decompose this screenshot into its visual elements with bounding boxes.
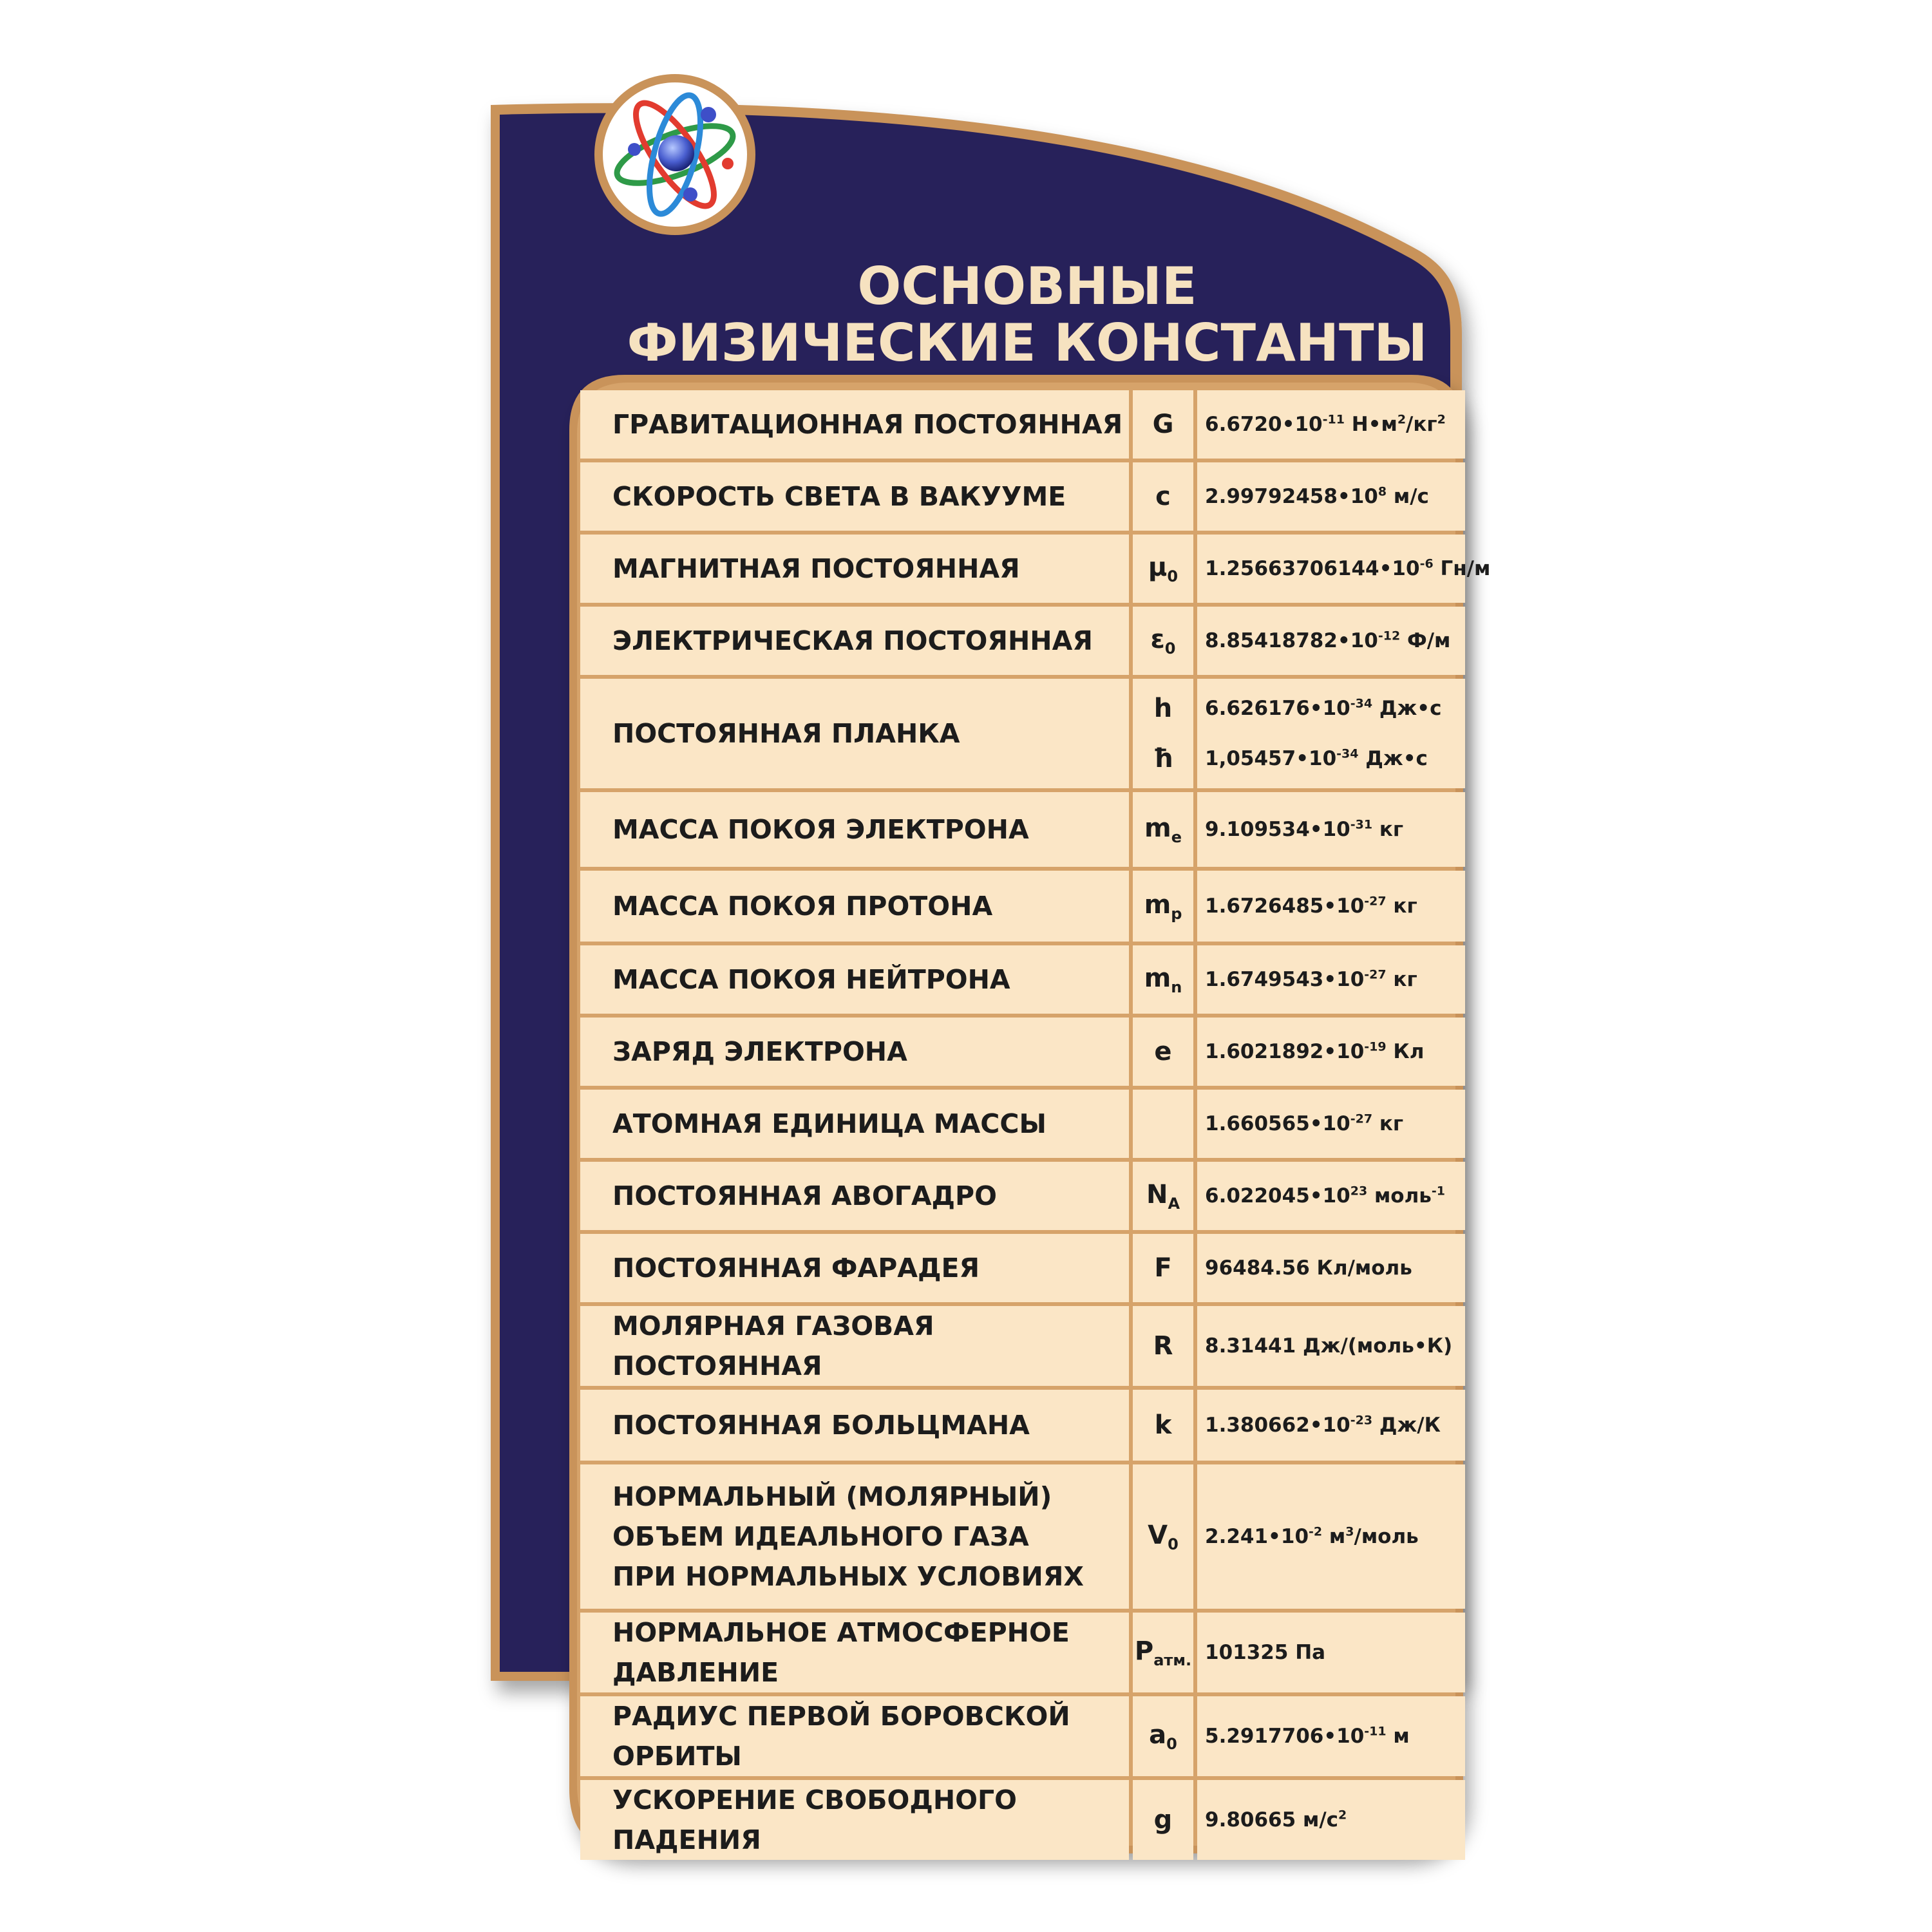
constant-symbol — [1133, 607, 1193, 675]
constant-row — [580, 792, 1465, 867]
constant-row — [580, 1464, 1465, 1609]
constant-value — [1197, 607, 1465, 675]
constant-symbol — [1133, 1306, 1193, 1386]
constant-symbol — [1133, 1613, 1193, 1692]
symbol-text: a — [1149, 1719, 1167, 1750]
value-text: 1.25663706144•10 — [1205, 557, 1420, 580]
symbol-line: ħ — [1153, 744, 1173, 773]
constant-symbol — [1133, 945, 1193, 1014]
value-line — [1205, 1112, 1464, 1135]
value-line — [1205, 1040, 1464, 1063]
constant-name — [580, 1234, 1129, 1302]
constant-name — [580, 945, 1129, 1014]
constant-value — [1197, 1613, 1465, 1692]
constant-symbol — [1133, 390, 1193, 459]
constant-value — [1197, 1780, 1465, 1860]
symbol-line: h — [1153, 694, 1173, 723]
constant-value — [1197, 535, 1491, 603]
constant-name-line: ЗАРЯД ЭЛЕКТРОНА — [612, 1036, 907, 1067]
constant-name-line: НОРМАЛЬНЫЙ (МОЛЯРНЫЙ) — [612, 1481, 1052, 1512]
constant-name — [580, 679, 1129, 788]
value-line — [1205, 683, 1464, 734]
value-text: 1,05457•10 — [1205, 747, 1337, 770]
value-line — [1205, 1725, 1464, 1748]
constant-name — [580, 1306, 1129, 1386]
value-text: моль — [1367, 1184, 1432, 1208]
value-text: 2.241•10 — [1205, 1525, 1309, 1548]
constant-symbol — [1133, 871, 1193, 942]
symbol-text: g — [1153, 1805, 1173, 1835]
constant-value — [1197, 1090, 1465, 1158]
constant-name-line: МАССА ПОКОЯ НЕЙТРОНА — [612, 964, 1010, 995]
symbol-text: m — [1144, 813, 1171, 843]
value-exponent: -27 — [1350, 1112, 1373, 1126]
constant-symbol — [1133, 1780, 1193, 1860]
symbol-text: k — [1154, 1410, 1172, 1440]
constant-name-line: МАССА ПОКОЯ ЭЛЕКТРОНА — [612, 814, 1029, 845]
value-text: м — [1386, 1725, 1410, 1748]
value-text: Дж/К — [1372, 1414, 1441, 1437]
symbol-subscript: e — [1171, 828, 1182, 846]
constant-row — [580, 945, 1465, 1014]
value-exponent: -34 — [1336, 746, 1359, 761]
constant-name-line: ДАВЛЕНИЕ — [612, 1657, 779, 1688]
value-text: Кл — [1386, 1040, 1425, 1063]
value-line — [1205, 1808, 1464, 1832]
constant-name — [580, 1613, 1129, 1692]
constant-value — [1197, 462, 1465, 531]
value-text: 1.6021892•10 — [1205, 1040, 1365, 1063]
constant-name — [580, 1090, 1129, 1158]
symbol-text: N — [1146, 1179, 1168, 1209]
symbol-subscript: 0 — [1167, 567, 1179, 585]
constant-name-line: МАССА ПОКОЯ ПРОТОНА — [612, 891, 993, 922]
constant-value — [1197, 871, 1465, 942]
constant-symbol — [1133, 1696, 1193, 1776]
constant-symbol — [1133, 1162, 1193, 1230]
symbol-subscript: A — [1168, 1194, 1180, 1213]
value-text: 6.6720•10 — [1205, 413, 1323, 436]
symbol-subscript: n — [1171, 978, 1182, 996]
constant-name — [580, 1162, 1129, 1230]
constant-row — [580, 1613, 1465, 1692]
constant-row — [580, 535, 1465, 603]
constant-value — [1197, 1234, 1465, 1302]
value-exponent: -11 — [1322, 412, 1345, 427]
constant-row — [580, 1390, 1465, 1461]
constant-symbol — [1133, 792, 1193, 867]
constant-symbol — [1133, 1018, 1193, 1086]
constant-name-line: ОРБИТЫ — [612, 1741, 742, 1772]
constant-row — [580, 607, 1465, 675]
constant-row — [580, 1306, 1465, 1386]
value-exponent: -19 — [1364, 1039, 1387, 1054]
constant-value — [1197, 1696, 1465, 1776]
value-exponent: -6 — [1419, 556, 1434, 571]
value-text: 96484.56 Кл/моль — [1205, 1256, 1412, 1280]
value-exponent: 3 — [1345, 1524, 1354, 1539]
constant-name-line: ЭЛЕКТРИЧЕСКАЯ ПОСТОЯННАЯ — [612, 625, 1093, 656]
constant-value — [1197, 679, 1465, 788]
constant-symbol — [1133, 535, 1193, 603]
constant-name — [580, 1696, 1129, 1776]
value-exponent: -31 — [1350, 817, 1373, 832]
logo — [594, 74, 755, 235]
value-text: кг — [1386, 895, 1417, 918]
constants-table — [576, 386, 1491, 1864]
value-exponent: -23 — [1350, 1413, 1373, 1428]
value-line — [1205, 1414, 1464, 1437]
value-text: Н•м — [1344, 413, 1397, 436]
constant-name-line: НОРМАЛЬНОЕ АТМОСФЕРНОЕ — [612, 1617, 1070, 1648]
constant-symbol — [1133, 462, 1193, 531]
value-text: 1.660565•10 — [1205, 1112, 1350, 1135]
symbol-text: R — [1153, 1331, 1173, 1361]
value-exponent: 2 — [1437, 412, 1446, 427]
value-text: 2.99792458•10 — [1205, 485, 1378, 508]
constant-symbol — [1133, 679, 1193, 788]
value-exponent: 2 — [1397, 412, 1406, 427]
value-line — [1205, 818, 1464, 841]
value-text: 6.022045•10 — [1205, 1184, 1350, 1208]
symbol-text: G — [1152, 410, 1174, 439]
value-text: кг — [1372, 1112, 1404, 1135]
value-text: Дж•с — [1358, 747, 1428, 770]
constant-name — [580, 462, 1129, 531]
value-line — [1205, 1641, 1464, 1664]
constant-name — [580, 1464, 1129, 1609]
value-exponent: 23 — [1350, 1184, 1368, 1198]
symbol-text: P — [1134, 1636, 1154, 1666]
constant-row — [580, 1780, 1465, 1860]
constant-row — [580, 1090, 1465, 1158]
value-text: Дж•с — [1372, 697, 1442, 720]
constant-name-line: ПОСТОЯННАЯ ПЛАНКА — [612, 718, 960, 749]
constant-row — [580, 1234, 1465, 1302]
value-text: м/с — [1387, 485, 1429, 508]
title-line-2: ФИЗИЧЕСКИЕ КОНСТАНТЫ — [627, 313, 1428, 373]
symbol-text: m — [1144, 889, 1171, 920]
value-line — [1205, 413, 1464, 436]
value-exponent: -11 — [1364, 1724, 1387, 1739]
symbol-text: V — [1148, 1520, 1168, 1550]
constant-name — [580, 1390, 1129, 1461]
constant-row — [580, 462, 1465, 531]
constant-row — [580, 871, 1465, 942]
value-text: 8.85418782•10 — [1205, 629, 1378, 652]
value-text: 1.6749543•10 — [1205, 968, 1365, 991]
value-text: 9.80665 м/с — [1205, 1808, 1339, 1832]
constant-row — [580, 1018, 1465, 1086]
value-text: /кг — [1406, 413, 1437, 436]
constant-name-line: АТОМНАЯ ЕДИНИЦА МАССЫ — [612, 1108, 1046, 1139]
constant-name — [580, 390, 1129, 459]
value-text: Гн/м — [1433, 557, 1491, 580]
constant-name-line: ГРАВИТАЦИОННАЯ ПОСТОЯННАЯ — [612, 409, 1123, 440]
constant-row — [580, 1162, 1465, 1230]
constant-name-line: ПОСТОЯННАЯ АВОГАДРО — [612, 1180, 997, 1211]
value-line — [1205, 1525, 1464, 1548]
constant-symbol — [1133, 1090, 1193, 1158]
value-line — [1205, 556, 1491, 580]
value-text: м — [1322, 1525, 1346, 1548]
symbol-text: c — [1155, 482, 1171, 511]
constant-name-line: МАГНИТНАЯ ПОСТОЯННАЯ — [612, 553, 1020, 584]
symbol-text: μ — [1148, 552, 1168, 582]
value-text: 101325 Па — [1205, 1641, 1326, 1664]
constant-value — [1197, 1464, 1465, 1609]
symbol-text: m — [1144, 963, 1171, 993]
symbol-subscript: 0 — [1168, 1535, 1179, 1553]
value-line — [1205, 485, 1464, 508]
symbol-text: e — [1154, 1037, 1172, 1066]
title-line-1: ОСНОВНЫЕ — [857, 256, 1197, 316]
constant-value — [1197, 945, 1465, 1014]
constant-value — [1197, 1162, 1465, 1230]
value-exponent: -1 — [1431, 1184, 1446, 1198]
constant-name-line: РАДИУС ПЕРВОЙ БОРОВСКОЙ — [612, 1701, 1070, 1732]
symbol-subscript: p — [1171, 904, 1182, 923]
value-line — [1205, 629, 1464, 652]
constant-name-line: ПОСТОЯННАЯ ФАРАДЕЯ — [612, 1253, 980, 1283]
value-text: 1.380662•10 — [1205, 1414, 1350, 1437]
symbol-subscript: атм. — [1153, 1651, 1192, 1669]
constant-name — [580, 792, 1129, 867]
symbol-subscript: 0 — [1164, 639, 1176, 658]
constant-symbol — [1133, 1234, 1193, 1302]
value-line — [1205, 1334, 1464, 1358]
constant-row — [580, 679, 1465, 788]
constant-value — [1197, 1390, 1465, 1461]
value-text: 6.626176•10 — [1205, 697, 1350, 720]
constant-name-line: ПРИ НОРМАЛЬНЫХ УСЛОВИЯХ — [612, 1561, 1084, 1592]
constant-name — [580, 1018, 1129, 1086]
symbol-text: ε — [1150, 624, 1165, 654]
constant-name — [580, 1780, 1129, 1860]
value-line — [1205, 734, 1464, 784]
constant-name-line: СКОРОСТЬ СВЕТА В ВАКУУМЕ — [612, 481, 1066, 512]
symbol-subscript: 0 — [1166, 1734, 1177, 1753]
value-text: 9.109534•10 — [1205, 818, 1350, 841]
value-text: Ф/м — [1400, 629, 1451, 652]
value-exponent: 8 — [1378, 484, 1387, 499]
value-exponent: -27 — [1364, 967, 1387, 982]
value-text: кг — [1386, 968, 1417, 991]
constant-row — [580, 390, 1465, 459]
constant-name — [580, 535, 1129, 603]
constant-name-line: МОЛЯРНАЯ ГАЗОВАЯ ПОСТОЯННАЯ — [612, 1311, 934, 1381]
constant-name-line: УСКОРЕНИЕ СВОБОДНОГО ПАДЕНИЯ — [612, 1785, 1017, 1855]
constant-name — [580, 607, 1129, 675]
value-text: 8.31441 Дж/(моль•К) — [1205, 1334, 1453, 1358]
value-exponent: -34 — [1350, 696, 1373, 711]
value-line — [1205, 895, 1464, 918]
symbol-text: F — [1154, 1253, 1172, 1283]
constant-value — [1197, 390, 1465, 459]
value-text: /моль — [1354, 1525, 1419, 1548]
constant-symbol — [1133, 1390, 1193, 1461]
constant-value — [1197, 1306, 1465, 1386]
value-exponent: -27 — [1364, 894, 1387, 909]
value-text: 1.6726485•10 — [1205, 895, 1365, 918]
value-exponent: -2 — [1309, 1524, 1323, 1539]
constant-value — [1197, 1018, 1465, 1086]
constant-value — [1197, 792, 1465, 867]
constant-name — [580, 871, 1129, 942]
value-text: 5.2917706•10 — [1205, 1725, 1365, 1748]
constant-name-line: ПОСТОЯННАЯ БОЛЬЦМАНА — [612, 1410, 1030, 1441]
constant-row — [580, 1696, 1465, 1776]
value-text: кг — [1372, 818, 1404, 841]
value-line — [1205, 1256, 1464, 1280]
constant-symbol — [1133, 1464, 1193, 1609]
value-line — [1205, 1184, 1464, 1208]
value-line — [1205, 968, 1464, 991]
value-exponent: -12 — [1378, 629, 1401, 643]
constant-name-line: ОБЪЕМ ИДЕАЛЬНОГО ГАЗА — [612, 1521, 1029, 1552]
value-exponent: 2 — [1338, 1808, 1347, 1823]
